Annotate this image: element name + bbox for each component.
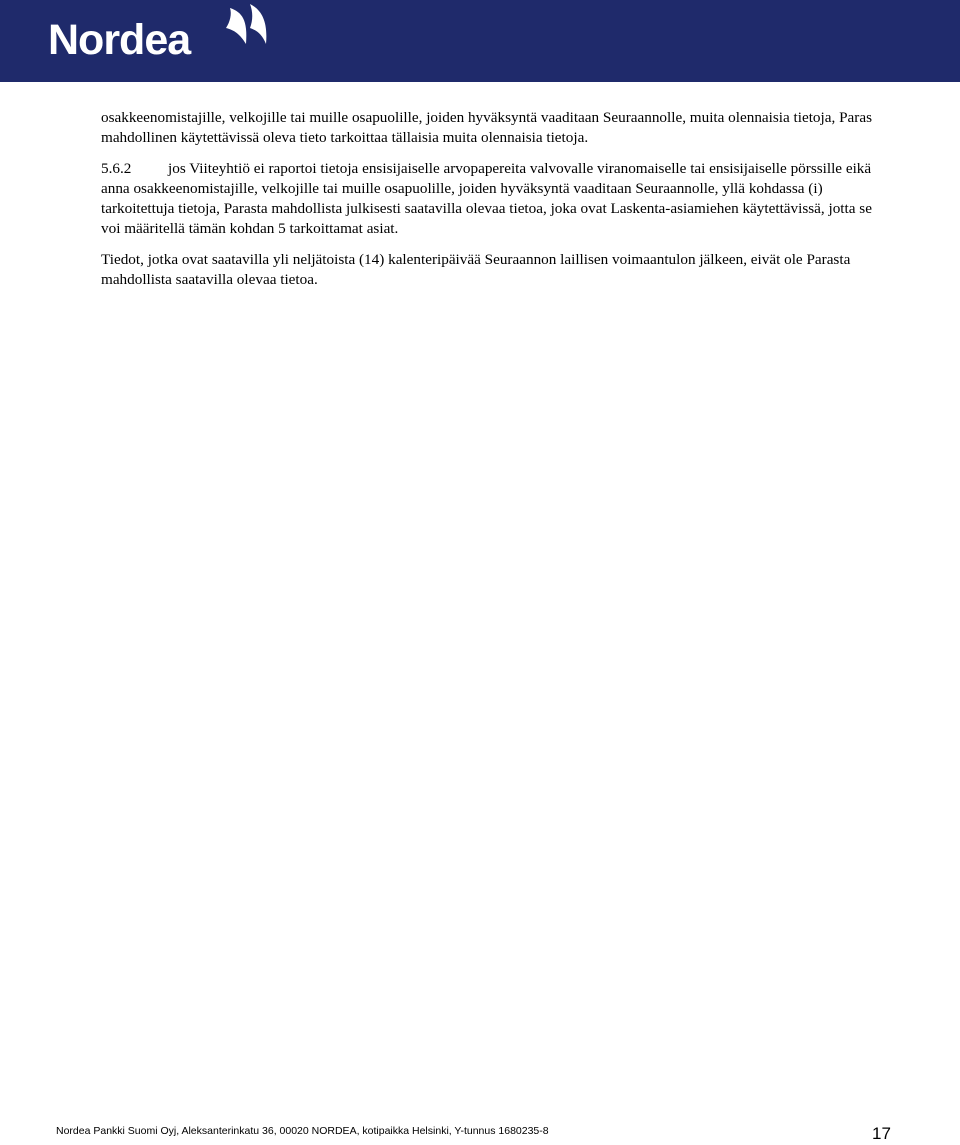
nordea-logo [48,4,190,74]
header-band [0,0,960,82]
logo-wordmark: Nordea [48,16,191,64]
sail-icon [220,4,272,48]
paragraph-1: osakkeenomistajille, velkojille tai muille osapuolille, joiden hyväksyntä vaaditaan Seuraannolle, muita olennaisia tietoja, Paras mahdollinen käytettävissä oleva tieto tarkoittaa tällaisia muita olennaisia tietoja. [101,109,872,146]
document-body [101,108,891,301]
footer-company-info: Nordea Pankki Suomi Oyj, Aleksanterinkatu 36, 00020 NORDEA, kotipaikka Helsinki, Y-tunnus 1680235-8 [56,1125,549,1137]
paragraph-3: Tiedot, jotka ovat saatavilla yli neljätoista (14) kalenteripäivää Seuraannon laillisen voimaantulon jälkeen, eivät ole Parasta mahdollista saatavilla olevaa tietoa. [101,251,851,288]
section-text: jos Viiteyhtiö ei raportoi tietoja ensisijaiselle arvopapereita valvovalle viranomaiselle tai ensisijaiselle pörssille eikä anna osakkeenomistajille, velkojille tai muille osapuolille, joiden hyväksyntä vaaditaan Seuraannolle, yllä kohdassa (i) tarkoitettuja tietoja, Parasta mahdollista julkisesti saatavilla olevaa tietoa, joka ovat Laskenta-asiamiehen käytettävissä, jotta se voi määritellä tämän kohdan 5 tarkoittamat asiat. [101,160,872,237]
section-number: 5.6.2 [101,160,132,177]
page-number: 17 [872,1124,891,1143]
section-5-6-2 [101,159,891,239]
